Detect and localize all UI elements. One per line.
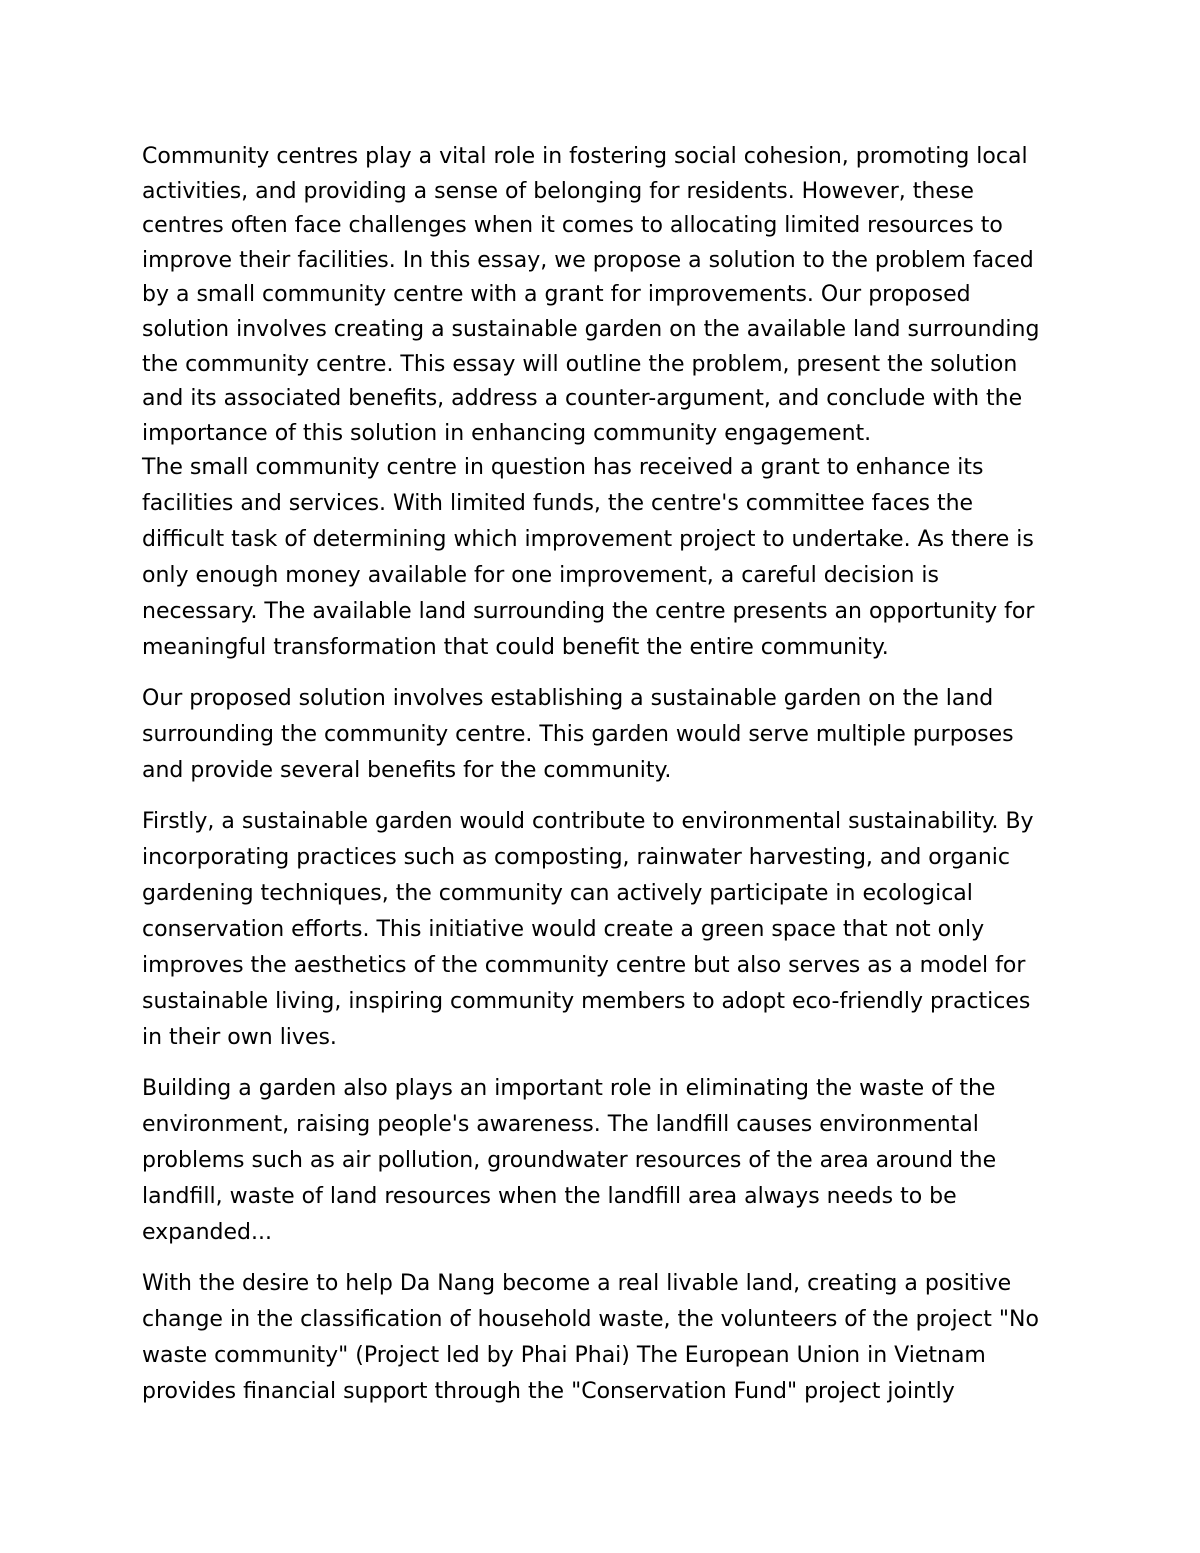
text-line: sustainable living, inspiring community members to adopt eco-friendly practices — [142, 989, 1031, 1015]
paragraph-spacing — [142, 1252, 1062, 1267]
text-line: conservation efforts. This initiative would create a green space that not only — [142, 917, 985, 943]
text-line: solution involves creating a sustainable garden on the available land surrounding — [142, 316, 1040, 342]
text-line: activities, and providing a sense of belonging for residents. However, these — [142, 178, 974, 204]
paragraph-spacing — [142, 667, 1062, 682]
text-line: The small community centre in question has received a grant to enhance its — [142, 455, 984, 481]
text-line: incorporating practices such as composting, rainwater harvesting, and organic — [142, 845, 1011, 871]
paragraph-spacing — [142, 1057, 1062, 1072]
text-line: necessary. The available land surrounding the centre presents an opportunity for — [142, 599, 1035, 625]
text-line: meaningful transformation that could benefit the entire community. — [142, 635, 889, 661]
text-line: waste community" (Project led by Phai Phai) The European Union in Vietnam — [142, 1343, 986, 1369]
text-line: only enough money available for one improvement, a careful decision is — [142, 563, 939, 589]
text-line: facilities and services. With limited funds, the centre's committee faces the — [142, 491, 974, 517]
text-line: Our proposed solution involves establishing a sustainable garden on the land — [142, 686, 994, 712]
text-line: importance of this solution in enhancing community engagement. — [142, 420, 872, 446]
text-line: gardening techniques, the community can actively participate in ecological — [142, 881, 973, 907]
text-line: problems such as air pollution, groundwater resources of the area around the — [142, 1148, 997, 1174]
text-line: and provide several benefits for the community. — [142, 758, 672, 784]
text-line: provides financial support through the "Conservation Fund" project jointly — [142, 1379, 955, 1405]
text-line: Building a garden also plays an important role in eliminating the waste of the — [142, 1076, 996, 1102]
text-line: in their own lives. — [142, 1025, 337, 1051]
text-line: landfill, waste of land resources when the landfill area always needs to be — [142, 1184, 957, 1210]
text-line: change in the classification of household waste, the volunteers of the project "No — [142, 1307, 1039, 1333]
paragraph-waste — [142, 1072, 1062, 1252]
text-line: Community centres play a vital role in fostering social cohesion, promoting local — [142, 144, 1028, 169]
paragraph-da-nang — [142, 1267, 1062, 1411]
text-line: environment, raising people's awareness. The landfill causes environmental — [142, 1112, 979, 1138]
text-line: improve their facilities. In this essay, we propose a solution to the problem faced — [142, 247, 1034, 273]
paragraph-introduction — [142, 140, 1062, 451]
paragraph-solution — [142, 682, 1062, 790]
text-line: centres often face challenges when it comes to allocating limited resources to — [142, 213, 1003, 239]
text-line: and its associated benefits, address a counter-argument, and conclude with the — [142, 386, 1023, 412]
text-line: With the desire to help Da Nang become a real livable land, creating a positive — [142, 1271, 1012, 1297]
paragraph-problem — [142, 451, 1062, 667]
text-line: Firstly, a sustainable garden would contribute to environmental sustainability. By — [142, 809, 1034, 835]
text-line: surrounding the community centre. This garden would serve multiple purposes — [142, 722, 1014, 748]
text-line: the community centre. This essay will outline the problem, present the solution — [142, 351, 1018, 377]
document-page — [142, 140, 1062, 1411]
paragraph-environment — [142, 805, 1062, 1057]
text-line: expanded... — [142, 1220, 273, 1246]
paragraph-spacing — [142, 790, 1062, 805]
text-line: by a small community centre with a grant for improvements. Our proposed — [142, 282, 971, 308]
text-line: difficult task of determining which improvement project to undertake. As there is — [142, 527, 1034, 553]
text-line: improves the aesthetics of the community centre but also serves as a model for — [142, 953, 1026, 979]
